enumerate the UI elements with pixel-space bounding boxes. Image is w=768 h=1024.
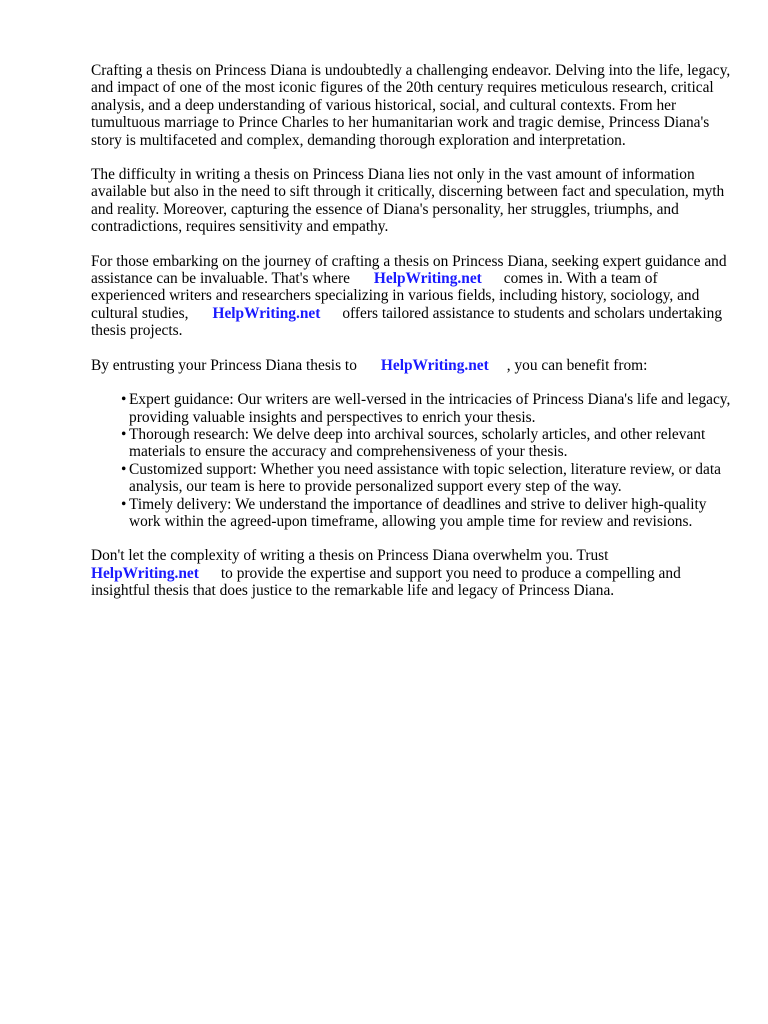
closing-text-1: Don't let the complexity of writing a thesis on Princess Diana overwhelm you. Trust (91, 547, 609, 565)
list-item-text: Customized support: Whether you need assistance with topic selection, literature review, or data analysis, our team is here to provide personalized support every step of the way. (129, 460, 721, 496)
list-item-text: Expert guidance: Our writers are well-versed in the intricacies of Princess Diana's life and legacy, providing valuable insights and perspectives to enrich your thesis. (129, 391, 731, 426)
helpwriting-link-1[interactable]: HelpWriting.net (373, 270, 482, 288)
helpwriting-link-4[interactable]: HelpWriting.net (91, 564, 199, 582)
service-text-1: For those embarking on the journey of crafting a thesis on Princess Diana, seeking expert guidance and assistance can be invaluable. That's where (91, 252, 727, 288)
bullet-icon: • (121, 495, 127, 513)
benefit-intro-paragraph (91, 357, 731, 374)
bullet-icon: • (121, 425, 127, 443)
closing-paragraph (91, 547, 731, 599)
list-item-text: Timely delivery: We understand the importance of deadlines and strive to deliver high-quality work within the agreed-upon timeframe, allowing you ample time for review and revisions. (129, 495, 707, 530)
intro-paragraph: Crafting a thesis on Princess Diana is undoubtedly a challenging endeavor. Delving into the life, legacy, and impact of one of the most iconic figures of the 20th century requires meticulous research, critical analysis, and a deep understanding of various historical, social, and cultural contexts. From her tumultuous marriage to Prince Charles to her humanitarian work and tragic demise, Princess Diana's story is multifaceted and complex, demanding thorough exploration and interpretation. (91, 62, 731, 149)
list-item (121, 460, 731, 496)
service-text-3: offers tailored assistance to students and scholars undertaking thesis projects. (91, 304, 723, 340)
list-item (121, 495, 731, 531)
difficulty-paragraph: The difficulty in writing a thesis on Princess Diana lies not only in the vast amount of information available but also in the need to sift through it critically, discerning between fact and speculation, myth and reality. Moreover, capturing the essence of Diana's personality, her struggles, triumphs, and contradictions, requires sensitivity and empathy. (91, 166, 725, 236)
helpwriting-link-3[interactable]: HelpWriting.net (380, 356, 489, 374)
list-item (121, 391, 731, 426)
service-paragraph (91, 253, 731, 340)
list-item (121, 425, 731, 461)
bullet-icon: • (121, 391, 127, 409)
service-text-2: comes in. With a team of experienced writers and researchers specializing in various fields, including history, sociology, and cultural studies, (91, 270, 700, 322)
benefits-list (91, 391, 731, 530)
benefit-intro-text: By entrusting your Princess Diana thesis to (91, 356, 357, 374)
helpwriting-link-2[interactable]: HelpWriting.net (212, 304, 321, 322)
benefit-intro-suffix: , you can benefit from: (506, 356, 648, 374)
list-item-text: Thorough research: We delve deep into archival sources, scholarly articles, and other relevant materials to ensure the accuracy and comprehensiveness of your thesis. (129, 425, 706, 461)
closing-text-2: to provide the expertise and support you need to produce a compelling and insightful thesis that does justice to the remarkable life and legacy of Princess Diana. (91, 564, 681, 600)
document-page (91, 62, 731, 617)
bullet-icon: • (121, 460, 127, 478)
